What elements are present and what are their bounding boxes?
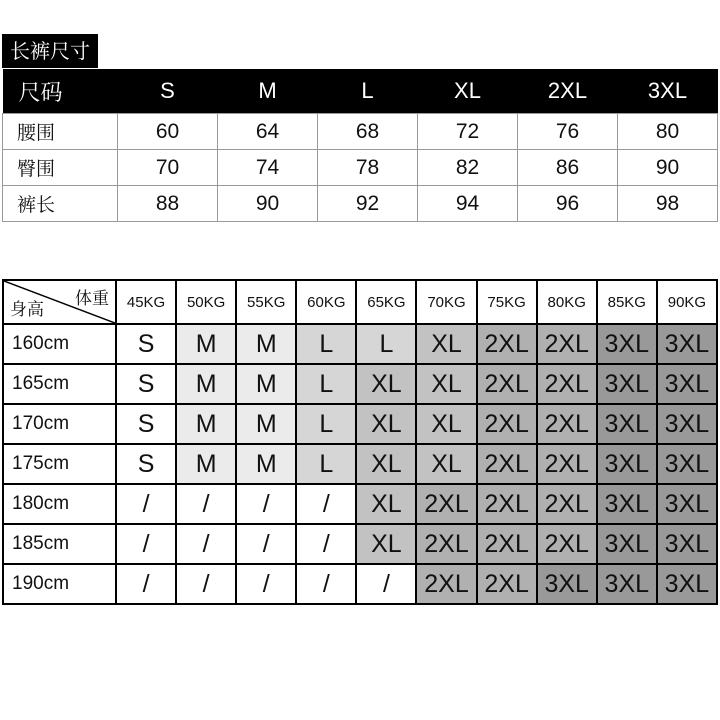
size-header-cell: M: [218, 69, 318, 114]
recommended-size-cell: /: [296, 484, 356, 524]
recommended-size-cell: 2XL: [537, 444, 597, 484]
weight-header-cell: 85KG: [597, 280, 657, 324]
height-row: [3, 524, 717, 564]
height-label: 160cm: [3, 324, 116, 364]
weight-header-cell: 90KG: [657, 280, 717, 324]
recommended-size-cell: 3XL: [657, 524, 717, 564]
size-recommendation-table: [2, 279, 718, 605]
height-label: 180cm: [3, 484, 116, 524]
recommended-size-cell: L: [296, 324, 356, 364]
recommended-size-cell: 2XL: [477, 484, 537, 524]
recommended-size-cell: M: [236, 404, 296, 444]
recommended-size-cell: 2XL: [477, 364, 537, 404]
recommended-size-cell: M: [176, 324, 236, 364]
recommended-size-cell: 2XL: [537, 364, 597, 404]
weight-header-cell: 70KG: [416, 280, 476, 324]
recommended-size-cell: /: [176, 484, 236, 524]
recommended-size-cell: /: [236, 524, 296, 564]
recommended-size-cell: 2XL: [477, 404, 537, 444]
height-label: 190cm: [3, 564, 116, 604]
measurement-value: 82: [418, 150, 518, 186]
height-row: [3, 404, 717, 444]
measurement-value: 78: [318, 150, 418, 186]
measurement-value: 92: [318, 186, 418, 222]
recommended-size-cell: M: [176, 444, 236, 484]
measurement-value: 76: [518, 114, 618, 150]
measurement-value: 64: [218, 114, 318, 150]
recommended-size-cell: 2XL: [477, 324, 537, 364]
measurement-label: 臀围: [3, 150, 118, 186]
height-label: 170cm: [3, 404, 116, 444]
pants-size-table: [2, 69, 718, 222]
recommended-size-cell: 3XL: [657, 404, 717, 444]
size-header-cell: XL: [418, 69, 518, 114]
recommended-size-cell: XL: [356, 484, 416, 524]
recommended-size-cell: XL: [356, 364, 416, 404]
size-header-cell: 3XL: [618, 69, 718, 114]
weight-header-cell: 50KG: [176, 280, 236, 324]
recommended-size-cell: /: [116, 524, 176, 564]
recommended-size-cell: XL: [356, 444, 416, 484]
recommended-size-cell: L: [356, 324, 416, 364]
recommended-size-cell: XL: [356, 404, 416, 444]
height-label: 175cm: [3, 444, 116, 484]
height-label: 165cm: [3, 364, 116, 404]
recommended-size-cell: /: [176, 564, 236, 604]
recommended-size-cell: 2XL: [477, 444, 537, 484]
height-row: [3, 444, 717, 484]
recommended-size-cell: M: [236, 364, 296, 404]
height-row: [3, 564, 717, 604]
height-row: [3, 484, 717, 524]
recommended-size-cell: XL: [416, 404, 476, 444]
recommended-size-cell: 2XL: [477, 564, 537, 604]
recommended-size-cell: L: [296, 444, 356, 484]
recommended-size-cell: 2XL: [537, 324, 597, 364]
measurement-value: 80: [618, 114, 718, 150]
measurement-value: 70: [118, 150, 218, 186]
weight-header-cell: 55KG: [236, 280, 296, 324]
measurement-value: 96: [518, 186, 618, 222]
measurement-label: 腰围: [3, 114, 118, 150]
recommended-size-cell: S: [116, 324, 176, 364]
measurement-value: 90: [218, 186, 318, 222]
measurement-value: 74: [218, 150, 318, 186]
recommended-size-cell: XL: [416, 324, 476, 364]
recommended-size-cell: XL: [416, 444, 476, 484]
recommended-size-cell: 2XL: [537, 404, 597, 444]
recommended-size-cell: /: [116, 564, 176, 604]
size-row: [3, 114, 718, 150]
recommended-size-cell: S: [116, 404, 176, 444]
recommended-size-cell: M: [236, 324, 296, 364]
measurement-value: 90: [618, 150, 718, 186]
recommended-size-cell: 2XL: [537, 484, 597, 524]
page-title: 长裤尺寸: [2, 34, 98, 68]
size-header-row: [3, 69, 718, 114]
recommended-size-cell: 3XL: [597, 564, 657, 604]
recommended-size-cell: XL: [416, 364, 476, 404]
recommended-size-cell: 3XL: [657, 484, 717, 524]
recommended-size-cell: 2XL: [416, 484, 476, 524]
measurement-value: 88: [118, 186, 218, 222]
recommended-size-cell: /: [296, 524, 356, 564]
recommended-size-cell: M: [176, 364, 236, 404]
measurement-value: 94: [418, 186, 518, 222]
size-header-cell: 2XL: [518, 69, 618, 114]
weight-header-cell: 65KG: [356, 280, 416, 324]
weight-header-cell: 60KG: [296, 280, 356, 324]
recommended-size-cell: L: [296, 364, 356, 404]
measurement-value: 60: [118, 114, 218, 150]
height-label: 185cm: [3, 524, 116, 564]
weight-header-row: [3, 280, 717, 324]
measurement-value: 68: [318, 114, 418, 150]
recommended-size-cell: 3XL: [597, 444, 657, 484]
size-header-cell: L: [318, 69, 418, 114]
recommended-size-cell: 2XL: [416, 564, 476, 604]
recommended-size-cell: 2XL: [537, 524, 597, 564]
size-header-cell: S: [118, 69, 218, 114]
recommended-size-cell: 3XL: [657, 364, 717, 404]
recommended-size-cell: 3XL: [537, 564, 597, 604]
size-header-label: 尺码: [3, 69, 118, 114]
recommended-size-cell: /: [356, 564, 416, 604]
recommended-size-cell: 3XL: [597, 484, 657, 524]
recommended-size-cell: 3XL: [597, 364, 657, 404]
recommended-size-cell: 3XL: [597, 324, 657, 364]
height-row: [3, 364, 717, 404]
measurement-value: 86: [518, 150, 618, 186]
weight-header-cell: 80KG: [537, 280, 597, 324]
recommended-size-cell: /: [116, 484, 176, 524]
recommended-size-cell: /: [236, 564, 296, 604]
size-row: [3, 150, 718, 186]
weight-axis-label: 体重: [75, 289, 109, 309]
weight-header-cell: 75KG: [477, 280, 537, 324]
recommended-size-cell: 3XL: [657, 564, 717, 604]
measurement-value: 98: [618, 186, 718, 222]
recommended-size-cell: L: [296, 404, 356, 444]
recommended-size-cell: M: [236, 444, 296, 484]
corner-cell: [3, 280, 116, 324]
recommended-size-cell: 3XL: [657, 324, 717, 364]
size-row: [3, 186, 718, 222]
recommended-size-cell: /: [236, 484, 296, 524]
recommended-size-cell: 3XL: [597, 404, 657, 444]
measurement-label: 裤长: [3, 186, 118, 222]
recommended-size-cell: /: [296, 564, 356, 604]
recommended-size-cell: XL: [356, 524, 416, 564]
recommended-size-cell: 2XL: [416, 524, 476, 564]
recommended-size-cell: 3XL: [657, 444, 717, 484]
recommended-size-cell: /: [176, 524, 236, 564]
weight-header-cell: 45KG: [116, 280, 176, 324]
height-axis-label: 身高: [10, 300, 44, 320]
recommended-size-cell: S: [116, 364, 176, 404]
recommended-size-cell: 2XL: [477, 524, 537, 564]
height-row: [3, 324, 717, 364]
measurement-value: 72: [418, 114, 518, 150]
recommended-size-cell: S: [116, 444, 176, 484]
recommended-size-cell: M: [176, 404, 236, 444]
recommended-size-cell: 3XL: [597, 524, 657, 564]
